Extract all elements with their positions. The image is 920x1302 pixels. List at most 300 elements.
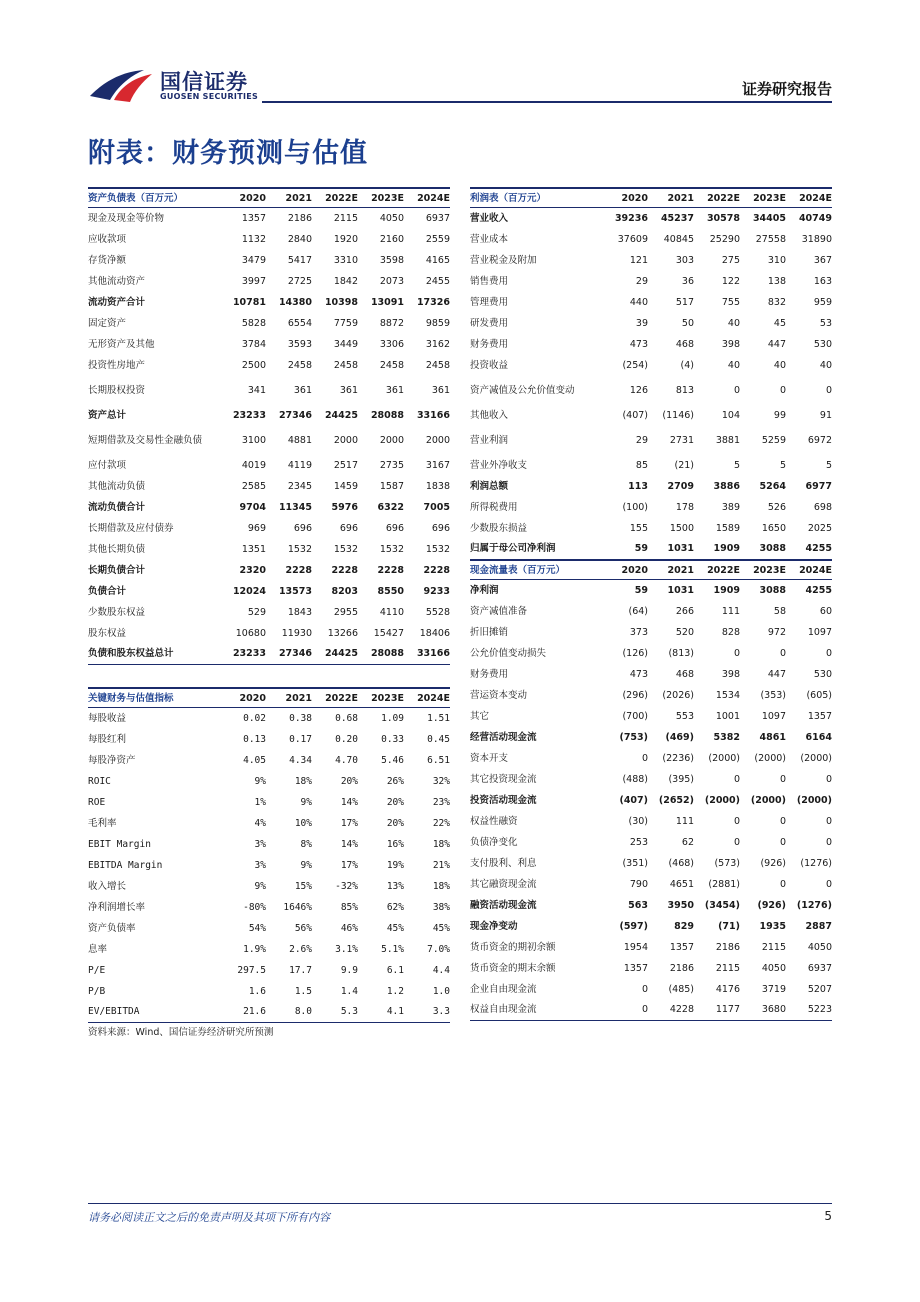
row-label: EV/EBITDA (88, 1006, 140, 1018)
cell-value: 13573 (278, 585, 312, 597)
cell-value: 18% (432, 880, 450, 892)
cell-value: 341 (247, 384, 266, 396)
cell-value: 0 (641, 752, 648, 764)
row-label: P/B (88, 985, 106, 997)
row-label: 资本开支 (470, 752, 509, 764)
row-label: 资产负债率 (88, 922, 136, 934)
cell-value: 9.9 (340, 964, 358, 976)
cell-value: 2345 (287, 480, 312, 492)
table-row (470, 1000, 832, 1021)
cell-value: 2000 (425, 434, 450, 446)
cell-value: 9% (254, 880, 266, 892)
cell-value: 2160 (379, 233, 404, 245)
table-row (88, 729, 450, 750)
cell-value: 2955 (333, 606, 358, 618)
logo-chinese-name: 国信证券 (160, 70, 248, 94)
cell-value: 1.09 (381, 712, 404, 724)
row-label: 资产减值准备 (470, 605, 528, 617)
cell-value: 1097 (761, 710, 786, 722)
cell-value: 3088 (759, 543, 786, 555)
cell-value: 8.0 (294, 1006, 312, 1018)
cell-value: 526 (767, 501, 786, 513)
cell-value: 0 (825, 647, 832, 659)
cell-value: 0 (779, 647, 786, 659)
table-row (470, 455, 832, 476)
cell-value: (1276) (800, 857, 832, 869)
year-header: 2021 (667, 564, 694, 576)
cell-value: 1% (254, 796, 266, 808)
cell-value: 39 (635, 317, 648, 329)
cell-value: 0.38 (289, 712, 312, 724)
cell-value: 20% (386, 796, 404, 808)
row-label: 负债净变化 (470, 836, 518, 848)
cell-value: 3.1% (335, 943, 358, 955)
cell-value: (71) (718, 920, 740, 932)
cell-value: 14% (340, 838, 358, 850)
cell-value: 33166 (416, 409, 450, 421)
cell-value: (4) (680, 359, 694, 371)
cell-value: 398 (721, 338, 740, 350)
cell-value: 27558 (755, 233, 786, 245)
cell-value: 828 (721, 626, 740, 638)
cell-value: (605) (806, 689, 832, 701)
cell-value: 27346 (278, 409, 312, 421)
table-row (470, 811, 832, 832)
cell-value: 3449 (333, 338, 358, 350)
table-row (470, 895, 832, 916)
table-row (88, 897, 450, 918)
cell-value: 969 (247, 522, 266, 534)
table-title: 利润表（百万元） (470, 192, 547, 204)
cell-value: 6937 (807, 962, 832, 974)
cell-value: 53 (819, 317, 832, 329)
cell-value: 832 (767, 296, 786, 308)
row-label: 少数股东权益 (88, 606, 146, 618)
cell-value: 2228 (331, 564, 358, 576)
cell-value: 62 (681, 836, 694, 848)
cell-value: 0 (779, 836, 786, 848)
cell-value: 22% (432, 817, 450, 829)
cell-value: 10781 (232, 296, 266, 308)
table-row (88, 560, 450, 581)
cell-value: 367 (813, 254, 832, 266)
cell-value: 85 (635, 459, 648, 471)
cell-value: 3593 (287, 338, 312, 350)
cell-value: 31890 (801, 233, 832, 245)
cell-value: 5828 (241, 317, 266, 329)
cell-value: 6554 (287, 317, 312, 329)
row-label: 负债合计 (88, 585, 127, 597)
table-title: 关键财务与估值指标 (88, 692, 174, 704)
cell-value: 14380 (278, 296, 312, 308)
row-label: 研发费用 (470, 317, 509, 329)
cell-value: 3100 (241, 434, 266, 446)
cell-value: 275 (721, 254, 740, 266)
row-label: 经营活动现金流 (470, 731, 537, 743)
row-label: 其他流动资产 (88, 275, 146, 287)
cell-value: 959 (813, 296, 832, 308)
cell-value: 2186 (287, 212, 312, 224)
table-row (470, 355, 832, 376)
cell-value: 4.05 (243, 754, 266, 766)
table-row (88, 623, 450, 644)
cell-value: 3479 (241, 254, 266, 266)
cell-value: 1920 (333, 233, 358, 245)
cell-value: 2320 (239, 564, 266, 576)
cell-value: 62% (386, 901, 404, 913)
cell-value: 0 (825, 773, 832, 785)
cell-value: 3719 (761, 983, 786, 995)
table-row (470, 853, 832, 874)
table-row (470, 958, 832, 979)
cell-value: 0 (779, 773, 786, 785)
cell-value: 5976 (331, 501, 358, 513)
cell-value: 5259 (761, 434, 786, 446)
cell-value: (2000) (796, 794, 832, 806)
table-row (470, 539, 832, 560)
cell-value: (753) (619, 731, 648, 743)
cell-value: 4.4 (432, 964, 450, 976)
cell-value: 126 (629, 384, 648, 396)
table-row (88, 708, 450, 729)
cell-value: (488) (622, 773, 648, 785)
cell-value: 529 (247, 606, 266, 618)
row-label: 资产减值及公允价值变动 (470, 384, 575, 396)
cell-value: (468) (668, 857, 694, 869)
table-row (88, 250, 450, 271)
cell-value: (351) (622, 857, 648, 869)
cell-value: 3306 (379, 338, 404, 350)
row-label: 销售费用 (470, 275, 509, 287)
cell-value: 4255 (805, 543, 832, 555)
cell-value: 1935 (759, 920, 786, 932)
table-row (470, 497, 832, 518)
cell-value: 2517 (333, 459, 358, 471)
cell-value: 5264 (759, 480, 786, 492)
table-header-row (470, 560, 832, 580)
cell-value: 25290 (709, 233, 740, 245)
page-title: 附表：财务预测与估值 (88, 138, 368, 169)
cell-value: 104 (721, 409, 740, 421)
cell-value: 1587 (379, 480, 404, 492)
cell-value: 178 (675, 501, 694, 513)
cell-value: 40 (819, 359, 832, 371)
cell-value: 373 (629, 626, 648, 638)
data-source-note: 资料来源：Wind、国信证券经济研究所预测 (88, 1027, 274, 1038)
row-label: 短期借款及交易性金融负债 (88, 434, 203, 446)
cell-value: 13091 (370, 296, 404, 308)
table-row (88, 939, 450, 960)
page-number: 5 (824, 1209, 832, 1223)
row-label: 无形资产及其他 (88, 338, 155, 350)
table-row (470, 685, 832, 706)
cell-value: (2652) (658, 794, 694, 806)
cell-value: (2236) (662, 752, 694, 764)
cell-value: 0 (825, 878, 832, 890)
row-label: 长期借款及应付债券 (88, 522, 174, 534)
cell-value: 17326 (416, 296, 450, 308)
cell-value: 5 (825, 459, 832, 471)
cell-value: 13% (386, 880, 404, 892)
year-header: 2020 (239, 192, 266, 204)
row-label: 所得税费用 (470, 501, 518, 513)
cell-value: 18406 (419, 627, 450, 639)
cell-value: 5417 (287, 254, 312, 266)
cell-value: 4119 (287, 459, 312, 471)
cell-value: (2000) (750, 794, 786, 806)
row-label: 毛利率 (88, 817, 117, 829)
cell-value: 14% (340, 796, 358, 808)
table-row (88, 813, 450, 834)
cell-value: 155 (629, 522, 648, 534)
cell-value: 361 (431, 384, 450, 396)
cell-value: 91 (819, 409, 832, 421)
table-title: 现金流量表（百万元） (470, 564, 566, 576)
row-label: 利润总额 (470, 480, 509, 492)
table-row (470, 748, 832, 769)
table-row (470, 832, 832, 853)
cell-value: 3167 (425, 459, 450, 471)
cell-value: 297.5 (237, 964, 266, 976)
cell-value: 2458 (333, 359, 358, 371)
row-label: 权益性融资 (470, 815, 518, 827)
table-row (88, 876, 450, 897)
year-header: 2024E (417, 192, 450, 204)
table-row (470, 405, 832, 426)
cell-value: (2026) (662, 689, 694, 701)
cell-value: 0 (641, 983, 648, 995)
cell-value: 310 (767, 254, 786, 266)
cell-value: 1909 (713, 584, 740, 596)
cell-value: 0 (825, 815, 832, 827)
table-header-row (88, 188, 450, 208)
cell-value: 2458 (425, 359, 450, 371)
cell-value: 15427 (373, 627, 404, 639)
cell-value: 36 (681, 275, 694, 287)
cell-value: 0.02 (243, 712, 266, 724)
cell-value: 4176 (715, 983, 740, 995)
table-row (470, 313, 832, 334)
cell-value: 1532 (425, 543, 450, 555)
cell-value: 59 (634, 543, 648, 555)
cell-value: 1459 (333, 480, 358, 492)
cell-value: 24425 (324, 409, 358, 421)
cell-value: 6.51 (427, 754, 450, 766)
cell-value: 59 (634, 584, 648, 596)
table-row (470, 229, 832, 250)
cell-value: 0 (733, 773, 740, 785)
cell-value: (573) (714, 857, 740, 869)
row-label: 营业成本 (470, 233, 509, 245)
row-label: EBITDA Margin (88, 859, 163, 871)
row-label: 支付股利、利息 (470, 857, 537, 869)
row-label: 营业利润 (470, 434, 509, 446)
row-label: EBIT Margin (88, 838, 151, 850)
cell-value: 3% (254, 859, 266, 871)
cell-value: 2186 (669, 962, 694, 974)
table-row (470, 790, 832, 811)
cell-value: 3088 (759, 584, 786, 596)
cell-value: 37609 (617, 233, 648, 245)
cell-value: 553 (675, 710, 694, 722)
table-row (470, 334, 832, 355)
cell-value: (469) (665, 731, 694, 743)
row-label: 少数股东损益 (470, 522, 528, 534)
cell-value: (3454) (704, 899, 740, 911)
cell-value: 45% (386, 922, 404, 934)
table-row (470, 937, 832, 958)
cell-value: 2725 (287, 275, 312, 287)
cell-value: 2458 (287, 359, 312, 371)
cell-value: 1.5 (294, 985, 312, 997)
cell-value: 8872 (379, 317, 404, 329)
table-row (470, 271, 832, 292)
cell-value: 20% (386, 817, 404, 829)
cell-value: 28088 (370, 409, 404, 421)
cell-value: 23233 (232, 648, 266, 660)
table-row (88, 918, 450, 939)
cell-value: 8550 (377, 585, 404, 597)
cell-value: 9859 (425, 317, 450, 329)
row-label: 每股净资产 (88, 754, 136, 766)
cell-value: 1177 (715, 1004, 740, 1016)
report-type-title: 证券研究报告 (741, 80, 832, 98)
cell-value: 1500 (669, 522, 694, 534)
cell-value: 1.51 (427, 712, 450, 724)
cell-value: 46% (340, 922, 358, 934)
row-label: 流动资产合计 (88, 296, 146, 308)
cell-value: 6977 (805, 480, 832, 492)
cell-value: 2455 (425, 275, 450, 287)
cell-value: (100) (622, 501, 648, 513)
cell-value: 3310 (333, 254, 358, 266)
row-label: 净利润 (470, 584, 499, 596)
row-label: 其他长期负债 (88, 543, 146, 555)
cell-value: 696 (385, 522, 404, 534)
cell-value: 3881 (715, 434, 740, 446)
cell-value: 2228 (377, 564, 404, 576)
cell-value: 2073 (379, 275, 404, 287)
row-label: 其他流动负债 (88, 480, 146, 492)
cell-value: (926) (760, 857, 786, 869)
year-header: 2020 (621, 564, 648, 576)
table-row (88, 405, 450, 426)
row-label: 存货净额 (88, 254, 127, 266)
year-header: 2024E (799, 564, 832, 576)
cell-value: 17% (340, 817, 358, 829)
table-row (470, 622, 832, 643)
cell-value: (21) (674, 459, 694, 471)
cell-value: 32% (432, 775, 450, 787)
row-label: 融资活动现金流 (470, 899, 537, 911)
cell-value: 1097 (807, 626, 832, 638)
cell-value: 18% (294, 775, 312, 787)
row-label: P/E (88, 964, 106, 976)
cell-value: 4228 (669, 1004, 694, 1016)
cell-value: 2025 (807, 522, 832, 534)
cell-value: 7005 (423, 501, 450, 513)
cell-value: 1.9% (243, 943, 266, 955)
table-row (470, 727, 832, 748)
cell-value: 113 (628, 480, 648, 492)
cell-value: 517 (675, 296, 694, 308)
cell-value: 2115 (333, 212, 358, 224)
cell-value: 2585 (241, 480, 266, 492)
row-label: 企业自由现金流 (470, 983, 537, 995)
table-row (88, 426, 450, 455)
table-row (470, 292, 832, 313)
cell-value: 1954 (623, 941, 648, 953)
cell-value: 1838 (425, 480, 450, 492)
table-row (88, 229, 450, 250)
cell-value: (700) (622, 710, 648, 722)
cell-value: 9704 (239, 501, 266, 513)
cell-value: 2559 (425, 233, 450, 245)
cell-value: 1.6 (248, 985, 266, 997)
cell-value: 16% (386, 838, 404, 850)
cell-value: 9% (300, 859, 312, 871)
cell-value: 3886 (713, 480, 740, 492)
cell-value: 1909 (713, 543, 740, 555)
cell-value: 3598 (379, 254, 404, 266)
cell-value: 23233 (232, 409, 266, 421)
cell-value: 23% (432, 796, 450, 808)
cell-value: 8% (300, 838, 312, 850)
cell-value: 0 (733, 836, 740, 848)
cell-value: 0.17 (289, 733, 312, 745)
cell-value: 4050 (379, 212, 404, 224)
table-row (88, 476, 450, 497)
cell-value: 1357 (807, 710, 832, 722)
cell-value: 9% (300, 796, 312, 808)
cell-value: 2228 (285, 564, 312, 576)
cell-value: 0 (825, 836, 832, 848)
cell-value: 1646% (283, 901, 312, 913)
cell-value: 1357 (623, 962, 648, 974)
cell-value: 45% (432, 922, 450, 934)
cell-value: 4019 (241, 459, 266, 471)
cell-value: 6.1 (386, 964, 404, 976)
row-label: 投资收益 (470, 359, 509, 371)
cell-value: 9% (254, 775, 266, 787)
cell-value: 24425 (324, 648, 358, 660)
cell-value: 122 (721, 275, 740, 287)
cell-value: 755 (721, 296, 740, 308)
cell-value: 3% (254, 838, 266, 850)
cell-value: -32% (335, 880, 358, 892)
cell-value: 21.6 (243, 1006, 266, 1018)
row-label: 货币资金的期末余额 (470, 962, 556, 974)
cell-value: 4651 (669, 878, 694, 890)
cell-value: 5 (733, 459, 740, 471)
cell-value: 11345 (278, 501, 312, 513)
cell-value: 40845 (663, 233, 694, 245)
cell-value: 698 (813, 501, 832, 513)
table-row (470, 769, 832, 790)
cell-value: 5.46 (381, 754, 404, 766)
cell-value: 1351 (241, 543, 266, 555)
cell-value: 0 (825, 384, 832, 396)
cell-value: 1534 (715, 689, 740, 701)
cell-value: 60 (819, 605, 832, 617)
cell-value: 27346 (278, 648, 312, 660)
cell-value: 5528 (425, 606, 450, 618)
cell-value: 1532 (379, 543, 404, 555)
row-label: 营业税金及附加 (470, 254, 537, 266)
cell-value: 2115 (715, 962, 740, 974)
cell-value: 530 (813, 338, 832, 350)
table-row (470, 874, 832, 895)
